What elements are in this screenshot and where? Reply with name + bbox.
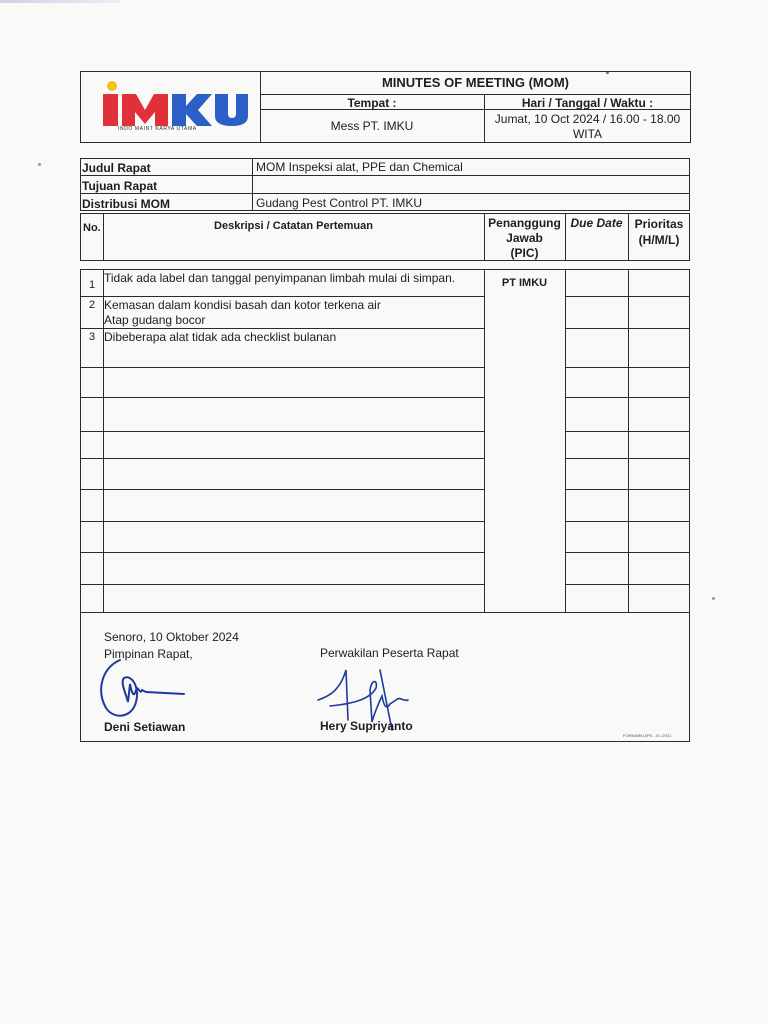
table-row-divider xyxy=(565,296,690,297)
table-row-divider xyxy=(80,521,484,522)
left-signature xyxy=(92,650,192,725)
judul-value: MOM Inspeksi alat, PPE dan Chemical xyxy=(256,160,463,174)
meta-divider xyxy=(80,175,690,176)
left-signatory-name: Deni Setiawan xyxy=(104,720,186,734)
table-row-divider xyxy=(80,489,484,490)
row-description: Kemasan dalam kondisi basah dan kotor terkena air xyxy=(104,298,381,312)
document-title: MINUTES OF MEETING (MOM) xyxy=(381,75,570,90)
table-row-divider xyxy=(80,584,484,585)
table-row-divider xyxy=(565,552,690,553)
table-row xyxy=(80,269,484,296)
table-col-divider xyxy=(484,269,485,612)
datetime-value-line2: WITA xyxy=(572,127,603,141)
table-row-divider xyxy=(80,367,484,368)
logo-subtitle: INDO MAINT KARYA UTAMA xyxy=(118,126,197,132)
col-due-header: Due Date xyxy=(570,216,623,230)
right-signatory-role: Perwakilan Peserta Rapat xyxy=(320,646,459,660)
place-label: Tempat : xyxy=(347,96,397,110)
header-divider xyxy=(260,94,691,95)
datetime-label: Hari / Tanggal / Waktu : xyxy=(521,96,654,110)
meta-divider xyxy=(80,193,690,194)
table-row-divider xyxy=(565,431,690,432)
datetime-value-line1: Jumat, 10 Oct 2024 / 16.00 - 18.00 xyxy=(494,112,681,126)
row-description: Dibeberapa alat tidak ada checklist bulanan xyxy=(104,330,337,344)
distribusi-label: Distribusi MOM xyxy=(82,197,171,211)
row-description: Tidak ada label dan tanggal penyimpanan limbah mulai di simpan. xyxy=(104,271,456,285)
col-pic-header-line2: Jawab xyxy=(506,231,543,245)
table-row-divider xyxy=(565,489,690,490)
pic-value: PT IMKU xyxy=(501,277,548,289)
table-row-divider xyxy=(565,458,690,459)
signature-place-date: Senoro, 10 Oktober 2024 xyxy=(104,630,239,644)
row-number: 3 xyxy=(89,331,96,343)
table-row-divider xyxy=(565,584,690,585)
place-value: Mess PT. IMKU xyxy=(330,119,414,133)
tujuan-label: Tujuan Rapat xyxy=(82,179,158,193)
table-row xyxy=(80,328,484,367)
table-row-divider xyxy=(565,397,690,398)
judul-label: Judul Rapat xyxy=(82,161,151,175)
col-pic-header-line1: Penanggung xyxy=(488,216,561,230)
left-signatory-role: Pimpinan Rapat, xyxy=(104,647,193,661)
meta-divider xyxy=(252,158,253,211)
table-row-divider xyxy=(80,431,484,432)
table-row-divider xyxy=(80,458,484,459)
scan-speck xyxy=(712,597,715,600)
col-no-header: No. xyxy=(83,222,101,234)
table-row-divider xyxy=(565,328,690,329)
row-number: 2 xyxy=(89,299,96,311)
table-col-divider xyxy=(565,269,566,612)
form-code: FORM/IMKU/PS - 01 /2021 xyxy=(623,733,672,738)
table-bottom-line xyxy=(80,612,690,613)
table-col-divider xyxy=(628,269,629,612)
col-prio-header-line2: (H/M/L) xyxy=(638,233,680,247)
scan-speck xyxy=(38,163,41,166)
col-pic-header xyxy=(484,216,565,261)
distribusi-value: Gudang Pest Control PT. IMKU xyxy=(256,196,423,210)
table-row-divider xyxy=(80,397,484,398)
scan-edge-mark xyxy=(0,0,120,3)
table-row-divider xyxy=(80,552,484,553)
table-row-divider xyxy=(565,367,690,368)
row-number: 1 xyxy=(89,279,96,291)
row-description-line2: Atap gudang bocor xyxy=(104,313,206,327)
col-pic-header-line3: (PIC) xyxy=(510,246,539,260)
col-desc-header: Deskripsi / Catatan Pertemuan xyxy=(214,220,373,232)
col-prio-header-line1: Prioritas xyxy=(634,217,684,231)
table-row xyxy=(80,296,484,328)
table-row-divider xyxy=(565,521,690,522)
company-logo xyxy=(100,80,250,136)
col-prio-header xyxy=(628,216,690,248)
right-signatory-name: Hery Supriyanto xyxy=(320,719,413,733)
